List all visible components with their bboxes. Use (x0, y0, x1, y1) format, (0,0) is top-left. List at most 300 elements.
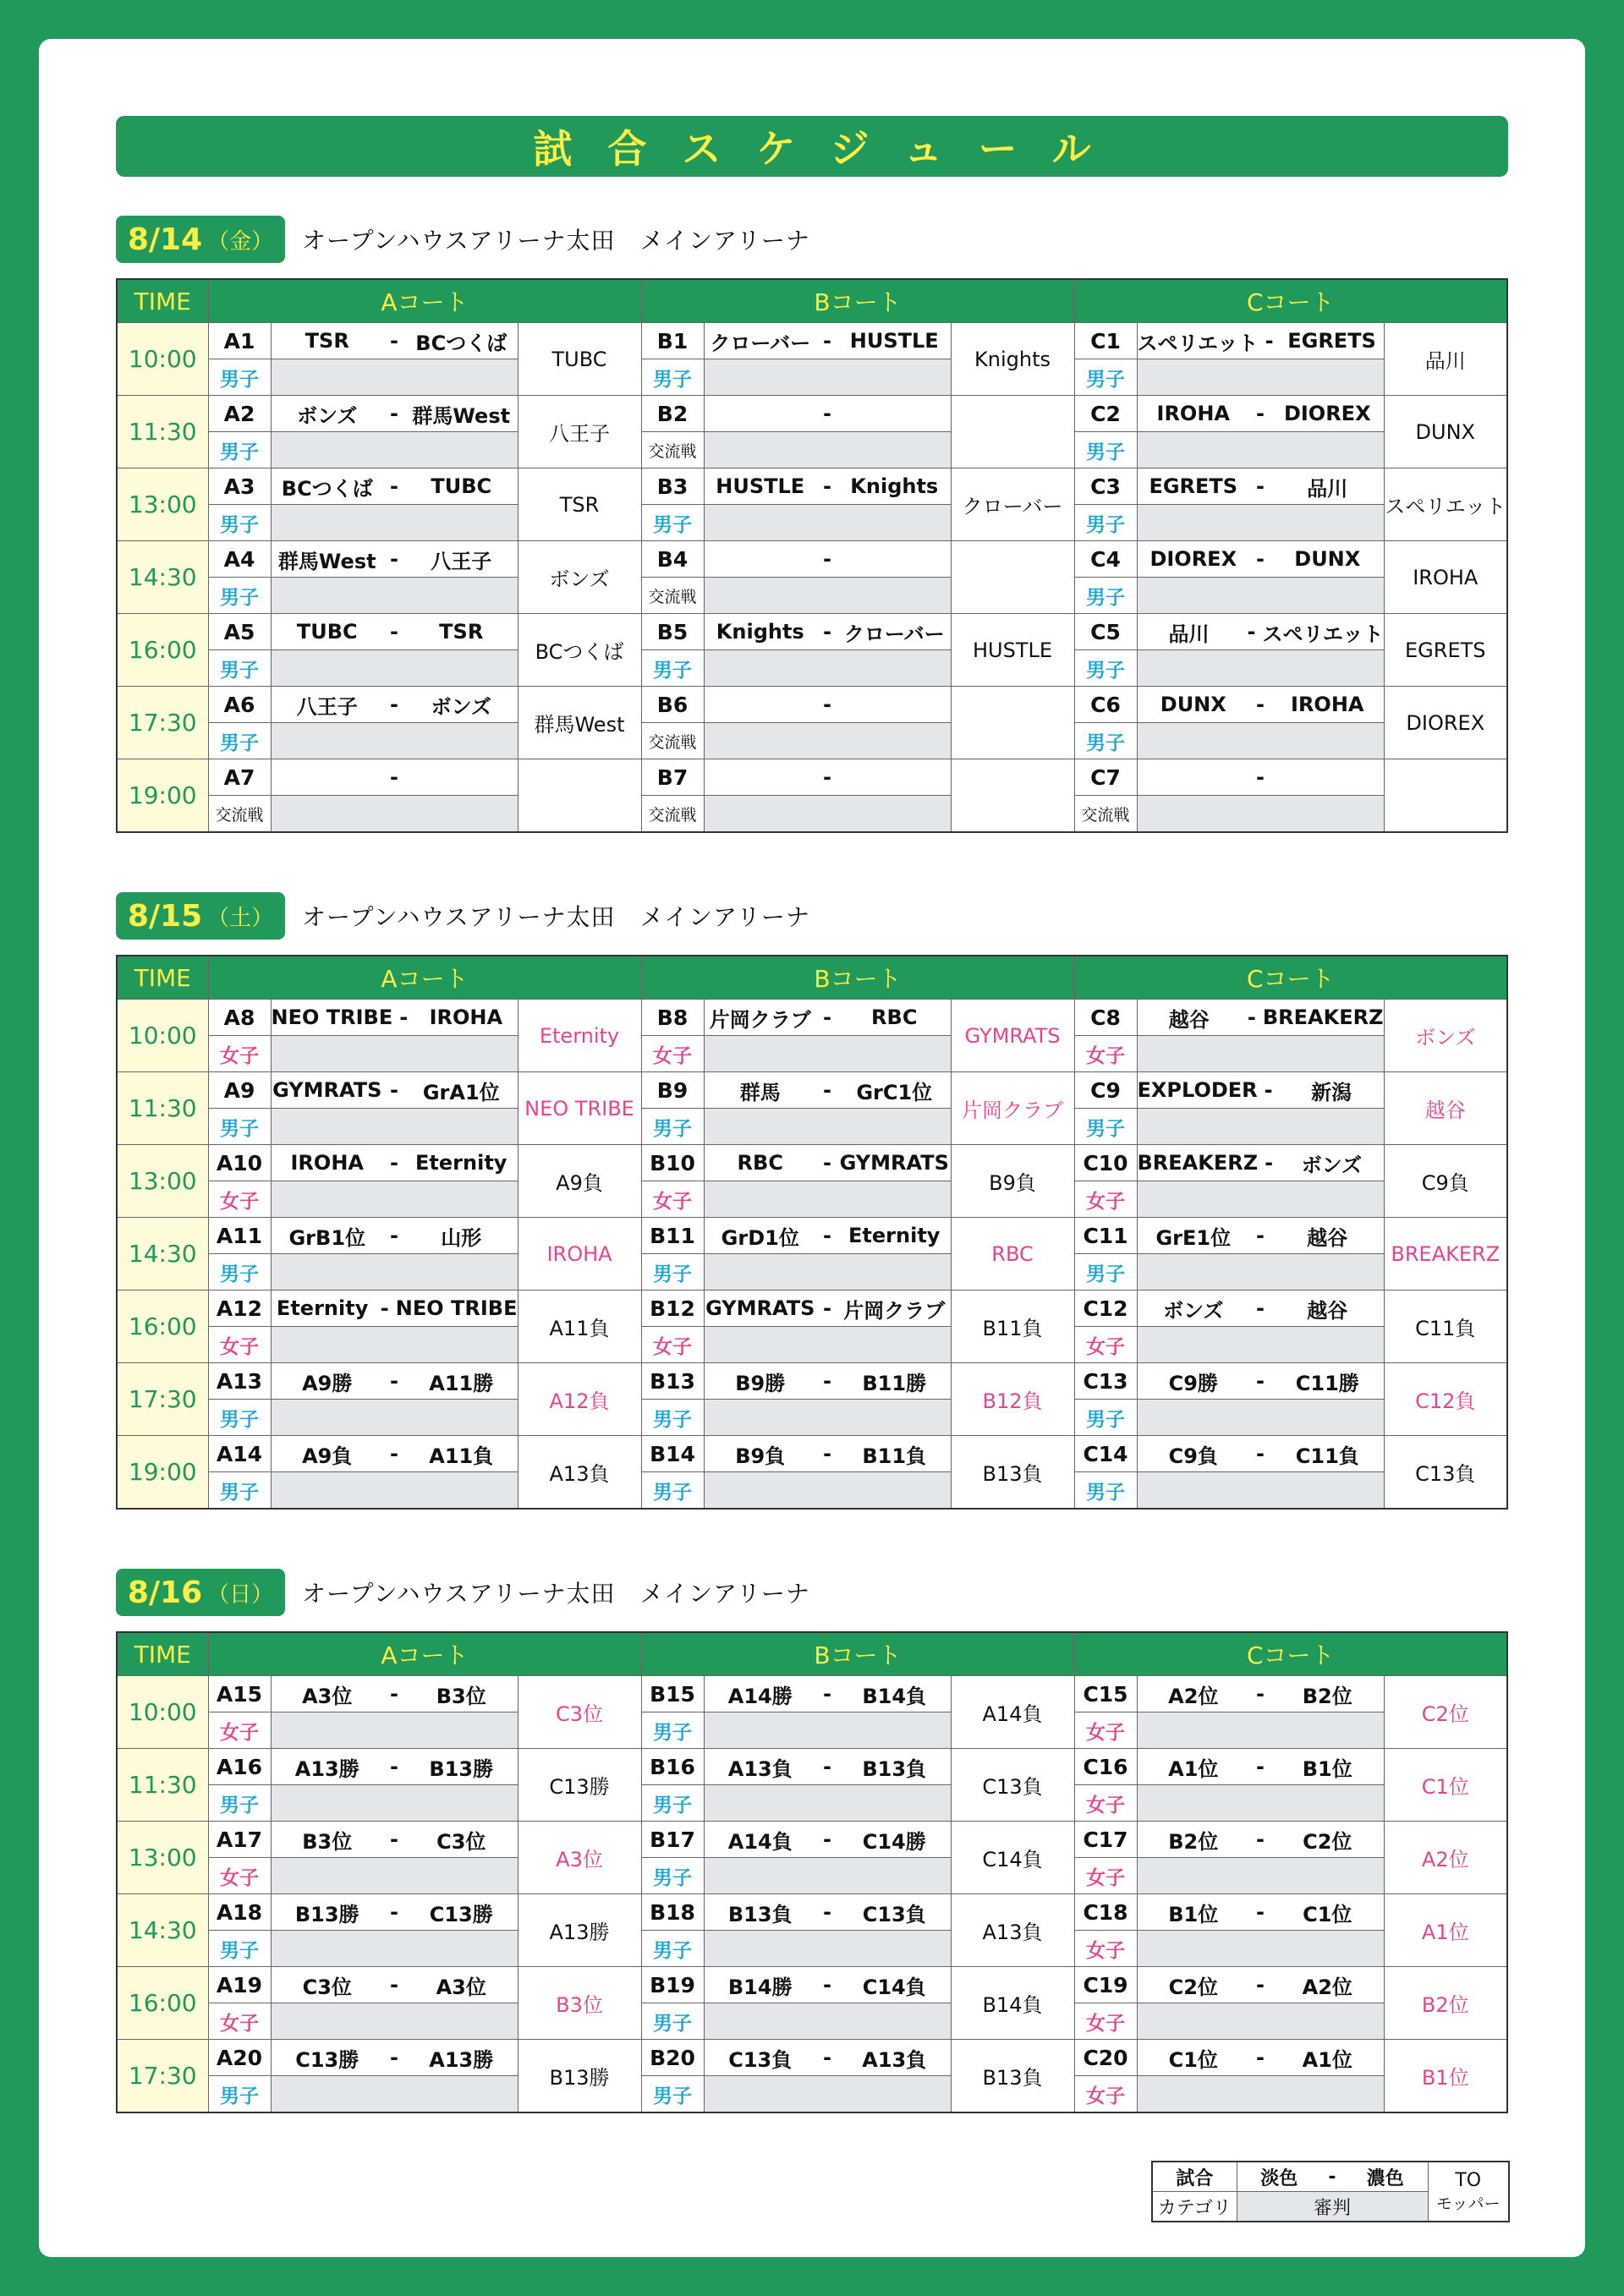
team-dark: RBC (871, 1006, 918, 1029)
to-mopper: C13勝 (518, 1749, 641, 1822)
vs-dash: - (823, 1369, 831, 1393)
team-dark: B1位 (1302, 1756, 1352, 1781)
team-light: 八王子 (296, 694, 358, 719)
to-mopper: 片岡クラブ (951, 1072, 1074, 1145)
referee-slot (1137, 1036, 1384, 1072)
match-teams (271, 1000, 518, 1036)
team-dark: TSR (439, 620, 484, 644)
court-header: Cコート (1074, 279, 1507, 323)
vs-dash: - (390, 1078, 398, 1102)
category-label: 女子 (1074, 1931, 1137, 1967)
match-id: B18 (641, 1894, 704, 1931)
team-dark: B2位 (1302, 1684, 1352, 1708)
to-mopper: B1位 (1384, 2040, 1507, 2113)
match-id: C15 (1074, 1676, 1137, 1712)
match-id: C6 (1074, 687, 1137, 723)
vs-dash: - (823, 547, 831, 571)
category-label: 交流戦 (208, 796, 271, 833)
team-light: B13勝 (294, 1902, 359, 1926)
date-badge (116, 216, 285, 263)
match-id: C5 (1074, 614, 1137, 650)
team-light: TUBC (296, 620, 358, 644)
category-label: 男子 (641, 1931, 704, 1967)
referee-slot (271, 505, 518, 541)
vs-dash: - (823, 620, 831, 644)
referee-slot (271, 432, 518, 469)
referee-slot (704, 1109, 951, 1145)
match-id: C19 (1074, 1967, 1137, 2003)
team-dark: TUBC (431, 474, 492, 498)
category-label: 交流戦 (641, 578, 704, 614)
venue-label: オープンハウスアリーナ太田 メインアリーナ (302, 903, 810, 931)
team-light: 越谷 (1168, 1007, 1210, 1032)
team-light: C13勝 (295, 2047, 359, 2072)
team-light: A14勝 (727, 1684, 793, 1708)
vs-dash: - (390, 1827, 398, 1851)
date-label: 8/14 (127, 222, 203, 257)
time-slot: 14:30 (117, 541, 208, 614)
team-dark: 群馬West (412, 403, 511, 428)
category-label: 女子 (1074, 1858, 1137, 1894)
match-id: C14 (1074, 1436, 1137, 1472)
team-dark: 山形 (441, 1225, 482, 1250)
legend-table (1151, 2161, 1510, 2222)
to-mopper: ボンズ (518, 541, 641, 614)
vs-dash: - (1256, 402, 1265, 425)
match-id: B1 (641, 323, 704, 359)
category-label: 女子 (208, 2003, 271, 2040)
team-dark: Eternity (848, 1224, 941, 1247)
to-mopper: B2位 (1384, 1967, 1507, 2040)
team-light: B1位 (1168, 1902, 1219, 1926)
team-dark: B11負 (862, 1444, 927, 1468)
match-teams (271, 1363, 518, 1400)
match-teams (1137, 1072, 1384, 1109)
to-mopper: A13負 (518, 1436, 641, 1510)
referee-slot (1137, 2076, 1384, 2113)
court-header: Bコート (641, 279, 1074, 323)
category-label: 男子 (641, 505, 704, 541)
venue-label: オープンハウスアリーナ太田 メインアリーナ (302, 1580, 810, 1608)
team-light: 群馬 (739, 1080, 781, 1104)
vs-dash: - (1256, 1296, 1265, 1320)
team-dark: GYMRATS (839, 1151, 949, 1175)
category-label: 男子 (208, 1109, 271, 1145)
to-mopper: A14負 (951, 1676, 1074, 1749)
category-label: 女子 (641, 1327, 704, 1363)
match-teams (1137, 1218, 1384, 1254)
category-label: 男子 (1074, 578, 1137, 614)
category-label: 男子 (1074, 505, 1137, 541)
match-teams (271, 1218, 518, 1254)
referee-slot (1137, 723, 1384, 759)
team-dark: B13負 (862, 1756, 927, 1781)
team-dark: A11負 (429, 1444, 494, 1468)
category-label: 女子 (1074, 1785, 1137, 1822)
match-teams (1137, 1894, 1384, 1931)
match-teams (1137, 687, 1384, 723)
day-header (116, 1569, 810, 1616)
match-teams (704, 1676, 951, 1712)
schedule-table (116, 1631, 1508, 2113)
match-teams (1137, 1145, 1384, 1181)
category-label: 女子 (208, 1327, 271, 1363)
time-slot: 19:00 (117, 1436, 208, 1510)
team-light: A13負 (727, 1756, 793, 1781)
team-dark: ボンズ (431, 694, 491, 719)
match-id: B6 (641, 687, 704, 723)
legend-to (1428, 2162, 1509, 2222)
match-id: B7 (641, 759, 704, 796)
legend-referee: 審判 (1237, 2192, 1428, 2222)
time-header: TIME (117, 279, 208, 323)
to-mopper (951, 396, 1074, 469)
day-header (116, 892, 810, 940)
match-teams (1137, 323, 1384, 359)
referee-slot (1137, 1109, 1384, 1145)
team-dark: C13負 (862, 1902, 926, 1926)
to-mopper: B13負 (951, 2040, 1074, 2113)
match-teams (704, 1000, 951, 1036)
time-header: TIME (117, 1632, 208, 1676)
referee-slot (271, 1327, 518, 1363)
referee-slot (704, 796, 951, 833)
team-light: C1位 (1168, 2047, 1218, 2072)
match-id: C10 (1074, 1145, 1137, 1181)
time-slot: 13:00 (117, 469, 208, 541)
team-light: BCつくば (281, 476, 373, 501)
legend-teams (1237, 2162, 1428, 2192)
vs-dash: - (823, 329, 831, 353)
match-teams (271, 1072, 518, 1109)
vs-dash: - (823, 1151, 831, 1175)
referee-slot (271, 2076, 518, 2113)
to-mopper: DUNX (1384, 396, 1507, 469)
legend-to-line1: TO (1455, 2169, 1482, 2191)
referee-slot (1137, 1785, 1384, 1822)
team-dark: 越谷 (1307, 1225, 1348, 1250)
to-mopper: DIOREX (1384, 687, 1507, 759)
match-teams (271, 687, 518, 723)
team-light: DUNX (1160, 693, 1226, 716)
team-dark: 片岡クラブ (843, 1298, 946, 1323)
referee-slot (704, 1254, 951, 1290)
category-label: 男子 (208, 359, 271, 396)
team-light: 片岡クラブ (709, 1007, 811, 1032)
match-id: A1 (208, 323, 271, 359)
match-teams (704, 1072, 951, 1109)
team-light: B14勝 (727, 1975, 793, 1999)
vs-dash: - (1265, 1151, 1274, 1175)
vs-dash: - (823, 1900, 831, 1924)
match-teams (704, 1894, 951, 1931)
team-light: IROHA (1156, 402, 1230, 425)
team-light: A13勝 (294, 1756, 359, 1781)
match-teams (271, 759, 518, 796)
referee-slot (704, 1712, 951, 1749)
category-label: 女子 (1074, 1327, 1137, 1363)
match-id: B15 (641, 1676, 704, 1712)
vs-dash: - (390, 1151, 398, 1175)
team-dark: B14負 (862, 1684, 927, 1708)
match-teams (704, 396, 951, 432)
date-label: 8/15 (127, 898, 203, 934)
match-id: A4 (208, 541, 271, 578)
referee-slot (704, 1327, 951, 1363)
team-dark: A11勝 (429, 1371, 494, 1395)
vs-dash: - (1256, 547, 1265, 571)
team-dark: GrC1位 (856, 1080, 933, 1104)
category-label: 男子 (1074, 1400, 1137, 1436)
referee-slot (1137, 578, 1384, 614)
referee-slot (271, 1858, 518, 1894)
match-id: A19 (208, 1967, 271, 2003)
referee-slot (704, 432, 951, 469)
time-slot: 16:00 (117, 1290, 208, 1363)
team-dark: BCつくば (415, 331, 508, 355)
match-teams (1137, 1822, 1384, 1858)
team-dark: IROHA (429, 1006, 503, 1029)
category-label: 男子 (1074, 432, 1137, 469)
referee-slot (704, 359, 951, 396)
team-dark: C13勝 (429, 1902, 493, 1926)
to-mopper: B3位 (518, 1967, 641, 2040)
court-header: Aコート (208, 1632, 641, 1676)
to-mopper: TUBC (518, 323, 641, 396)
to-mopper: BCつくば (518, 614, 641, 687)
category-label: 女子 (1074, 2076, 1137, 2113)
match-id: B13 (641, 1363, 704, 1400)
match-teams (704, 1290, 951, 1327)
category-label: 男子 (208, 2076, 271, 2113)
time-slot: 10:00 (117, 1000, 208, 1072)
match-id: A12 (208, 1290, 271, 1327)
category-label: 男子 (641, 2003, 704, 2040)
to-mopper: 八王子 (518, 396, 641, 469)
team-light: ボンズ (297, 403, 358, 428)
match-teams (271, 1290, 518, 1327)
team-dark: A13負 (862, 2047, 927, 2072)
vs-dash: - (1264, 1078, 1273, 1102)
to-mopper: A3位 (518, 1822, 641, 1894)
match-teams (704, 541, 951, 578)
team-dark: 新潟 (1311, 1080, 1352, 1104)
time-slot: 11:30 (117, 1749, 208, 1822)
category-label: 女子 (208, 1712, 271, 1749)
vs-dash: - (390, 1973, 398, 1997)
match-teams (704, 1436, 951, 1472)
court-header: Aコート (208, 279, 641, 323)
vs-dash: - (390, 2046, 398, 2069)
court-header: Aコート (208, 956, 641, 1000)
category-label: 男子 (1074, 723, 1137, 759)
referee-slot (704, 1931, 951, 1967)
match-teams (271, 1436, 518, 1472)
match-id: C20 (1074, 2040, 1137, 2076)
to-mopper: A9負 (518, 1145, 641, 1218)
to-mopper: C9負 (1384, 1145, 1507, 1218)
to-mopper: IROHA (1384, 541, 1507, 614)
category-label: 交流戦 (1074, 796, 1137, 833)
to-mopper: NEO TRIBE (518, 1072, 641, 1145)
match-id: B10 (641, 1145, 704, 1181)
match-teams (1137, 1363, 1384, 1400)
team-dark: EGRETS (1287, 329, 1376, 353)
to-mopper: B9負 (951, 1145, 1074, 1218)
team-dark: C11負 (1295, 1444, 1359, 1468)
team-dark: A1位 (1302, 2047, 1352, 2072)
team-dark: Eternity (415, 1151, 508, 1175)
schedule-table (116, 278, 1508, 833)
weekday-label: （金） (207, 228, 274, 255)
to-mopper: C1位 (1384, 1749, 1507, 1822)
team-dark: ボンズ (1301, 1153, 1362, 1177)
team-dark: スペリエット (1262, 622, 1384, 646)
match-id: A15 (208, 1676, 271, 1712)
referee-slot (271, 578, 518, 614)
vs-dash: - (1265, 329, 1274, 353)
referee-slot (704, 1400, 951, 1436)
match-id: B19 (641, 1967, 704, 2003)
category-label: 男子 (1074, 1109, 1137, 1145)
vs-dash: - (390, 1224, 398, 1247)
referee-slot (1137, 1712, 1384, 1749)
vs-dash: - (390, 1755, 398, 1778)
match-id: A16 (208, 1749, 271, 1785)
match-id: C8 (1074, 1000, 1137, 1036)
match-id: B16 (641, 1749, 704, 1785)
match-teams (271, 1145, 518, 1181)
category-label: 男子 (208, 1472, 271, 1510)
court-header: Cコート (1074, 1632, 1507, 1676)
match-id: B11 (641, 1218, 704, 1254)
team-light: GYMRATS (272, 1078, 382, 1102)
to-mopper: B11負 (951, 1290, 1074, 1363)
to-mopper: Knights (951, 323, 1074, 396)
team-dark: GrA1位 (422, 1080, 500, 1104)
match-id: B3 (641, 469, 704, 505)
match-id: C2 (1074, 396, 1137, 432)
match-teams (704, 1363, 951, 1400)
team-dark: C14勝 (862, 1829, 926, 1854)
match-teams (704, 687, 951, 723)
vs-dash: - (390, 1369, 398, 1393)
match-id: A20 (208, 2040, 271, 2076)
vs-dash: - (1256, 1369, 1265, 1393)
match-teams (271, 614, 518, 650)
match-teams (1137, 1676, 1384, 1712)
to-mopper: C13負 (951, 1749, 1074, 1822)
team-dark: A3位 (436, 1975, 486, 1999)
match-id: A17 (208, 1822, 271, 1858)
vs-dash: - (823, 1006, 831, 1029)
to-mopper: ボンズ (1384, 1000, 1507, 1072)
match-teams (1137, 1436, 1384, 1472)
to-mopper (951, 759, 1074, 833)
referee-slot (704, 1181, 951, 1218)
vs-dash: - (1256, 1224, 1265, 1247)
category-label: 男子 (1074, 1472, 1137, 1510)
match-id: B14 (641, 1436, 704, 1472)
vs-dash: - (1256, 1442, 1265, 1466)
category-label: 男子 (641, 1472, 704, 1510)
team-light: B13負 (727, 1902, 793, 1926)
match-teams (1137, 1967, 1384, 2003)
team-light: NEO TRIBE (271, 1006, 393, 1029)
team-light: A14負 (727, 1829, 793, 1854)
to-mopper: A11負 (518, 1290, 641, 1363)
team-dark: B11勝 (862, 1371, 927, 1395)
time-slot: 17:30 (117, 1363, 208, 1436)
team-dark: NEO TRIBE (395, 1296, 518, 1320)
team-dark: DUNX (1294, 547, 1361, 571)
to-mopper (951, 687, 1074, 759)
match-teams (704, 759, 951, 796)
team-light: B3位 (302, 1829, 353, 1854)
team-light: DIOREX (1149, 547, 1237, 571)
referee-slot (1137, 1472, 1384, 1510)
to-mopper: IROHA (518, 1218, 641, 1290)
team-light: BREAKERZ (1137, 1151, 1259, 1175)
category-label: 女子 (1074, 2003, 1137, 2040)
referee-slot (271, 796, 518, 833)
match-teams (704, 323, 951, 359)
court-header: Cコート (1074, 956, 1507, 1000)
team-light: A1位 (1168, 1756, 1219, 1781)
category-label: 男子 (1074, 359, 1137, 396)
team-dark: DIOREX (1283, 402, 1371, 425)
vs-dash: - (390, 693, 398, 716)
vs-dash: - (1256, 1827, 1265, 1851)
referee-slot (271, 1712, 518, 1749)
category-label: 男子 (641, 650, 704, 687)
match-id: C7 (1074, 759, 1137, 796)
match-teams (271, 469, 518, 505)
referee-slot (1137, 1327, 1384, 1363)
to-mopper: B13負 (951, 1436, 1074, 1510)
date-badge (116, 892, 285, 940)
team-dark: 八王子 (431, 549, 492, 573)
match-teams (271, 1894, 518, 1931)
vs-dash: - (823, 1827, 831, 1851)
legend-dark: 濃色 (1366, 2167, 1404, 2189)
match-teams (1137, 614, 1384, 650)
court-header: Bコート (641, 1632, 1074, 1676)
match-teams (271, 541, 518, 578)
vs-dash: - (390, 474, 398, 498)
category-label: 男子 (641, 1254, 704, 1290)
team-light: A9勝 (302, 1371, 353, 1395)
category-label: 交流戦 (641, 723, 704, 759)
category-label: 男子 (1074, 1254, 1137, 1290)
vs-dash: - (823, 693, 831, 716)
match-id: B8 (641, 1000, 704, 1036)
match-id: A11 (208, 1218, 271, 1254)
vs-dash: - (390, 1442, 398, 1466)
match-teams (271, 1822, 518, 1858)
legend-light: 淡色 (1260, 2167, 1298, 2189)
team-light: EGRETS (1149, 474, 1238, 498)
category-label: 男子 (641, 359, 704, 396)
team-light: C13負 (728, 2047, 793, 2072)
vs-dash: - (390, 765, 398, 789)
match-teams (271, 396, 518, 432)
referee-slot (271, 1181, 518, 1218)
match-id: B2 (641, 396, 704, 432)
match-id: A10 (208, 1145, 271, 1181)
match-teams (271, 1676, 518, 1712)
vs-dash: - (1247, 1006, 1256, 1029)
